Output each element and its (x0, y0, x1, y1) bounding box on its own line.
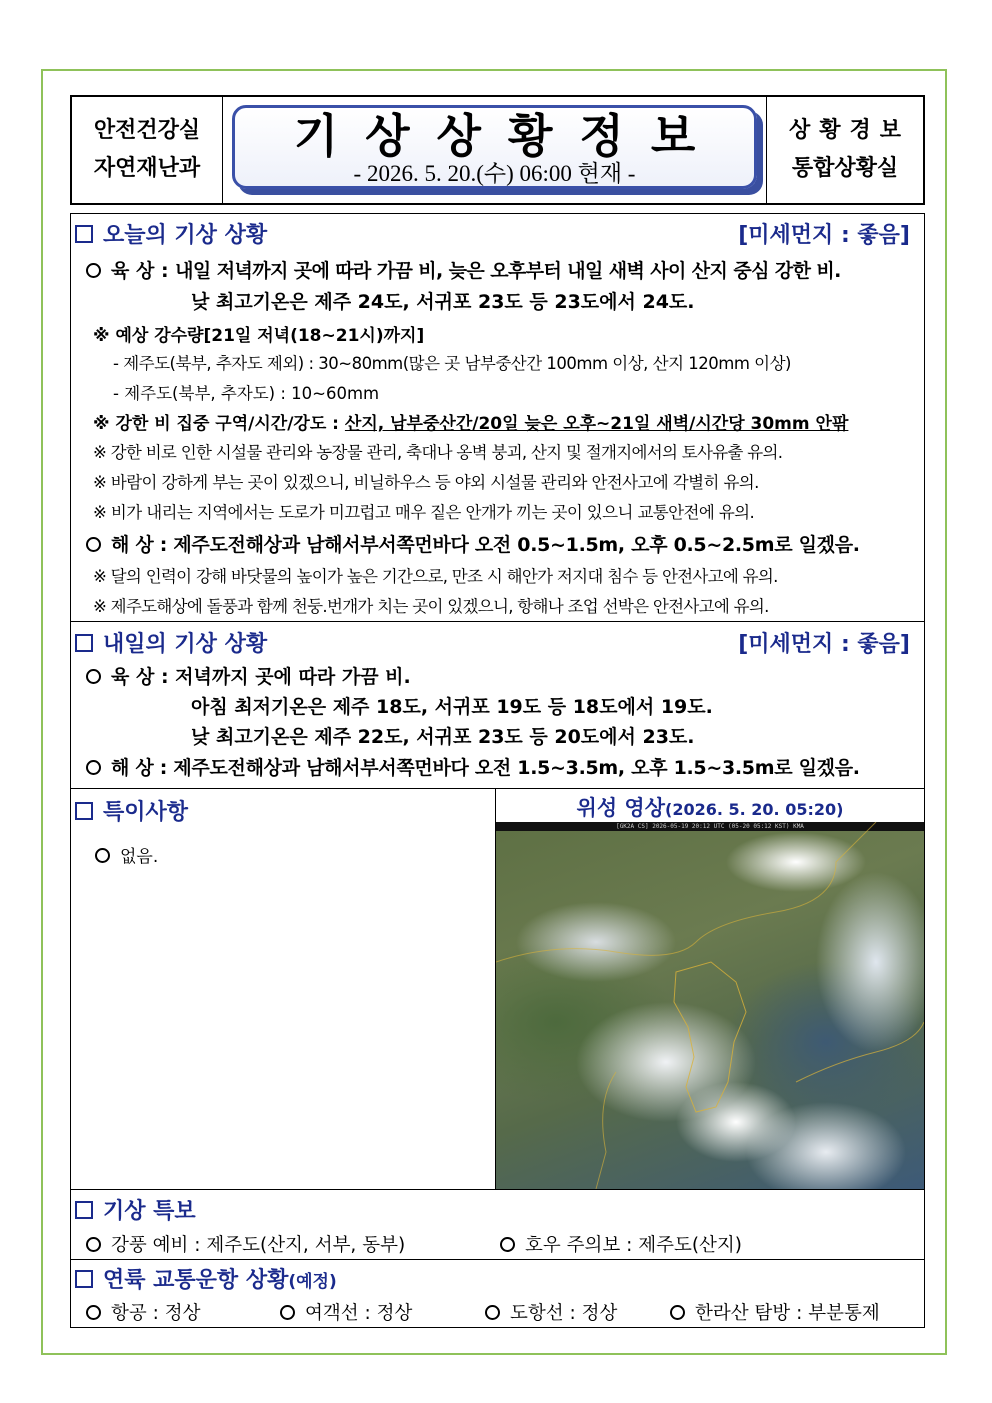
tomorrow-title-text: 내일의 기상 상황 (103, 632, 268, 657)
department-block (72, 97, 223, 203)
tomorrow-dust-status: [미세먼지 : 좋음] (738, 632, 910, 657)
special-item (95, 842, 158, 867)
transport-hallasan (670, 1299, 880, 1325)
transport-ferry-text: 여객선 : 정상 (305, 1303, 413, 1324)
tomorrow-land-line1 (86, 662, 411, 689)
transport-air-text: 항공 : 정상 (111, 1303, 201, 1324)
today-note-3: ※ 비가 내리는 지역에서는 도로가 미끄럽고 매우 짙은 안개가 끼는 곳이 있으니 교통안전에 유의. (93, 503, 755, 522)
rain-forecast-2: - 제주도(북부, 추자도) : 10~60mm (113, 384, 380, 403)
sea-note-2: ※ 제주도해상에 돌풍과 함께 천둥.번개가 치는 곳이 있겠으니, 항해나 조업 선박은 안전사고에 유의. (93, 597, 769, 616)
transport-island-ferry (485, 1299, 617, 1325)
today-title-text: 오늘의 기상 상황 (103, 223, 268, 248)
today-section-title (75, 218, 267, 249)
today-note-1: ※ 강한 비로 인한 시설물 관리와 농장물 관리, 축대나 옹벽 붕괴, 산지 및 절개지에서의 토사유출 유의. (93, 443, 783, 462)
rain-forecast-title: ※ 예상 강수량[21일 저녁(18~21시)까지] (93, 326, 425, 346)
heavy-rain-detail: 산지, 남부중산간/20일 늦은 오후~21일 새벽/시간당 30mm 안팎 (344, 414, 849, 434)
circle-bullet-icon (86, 760, 101, 775)
office-line1: 상황경보 (788, 118, 910, 143)
transport-title-main: 연륙 교통운항 상황 (103, 1268, 289, 1293)
checkbox-square-icon (75, 1270, 93, 1288)
tomorrow-land-text1: 저녁까지 곳에 따라 가끔 비. (175, 666, 411, 688)
satellite-image (496, 822, 924, 1189)
heavy-rain-info (93, 409, 848, 434)
today-land-line1 (86, 256, 841, 283)
special-title-text: 특이사항 (103, 800, 189, 825)
today-land-text1: 내일 저녁까지 곳에 따라 가끔 비, 늦은 오후부터 내일 새벽 사이 산지 중심 강한 비. (175, 260, 841, 282)
tomorrow-sea-line (86, 753, 860, 780)
today-sea-line (86, 530, 860, 557)
land-label: 육 상 : (111, 666, 169, 688)
tomorrow-land-line3: 낮 최고기온은 제주 22도, 서귀포 23도 등 20도에서 23도. (191, 726, 695, 748)
transport-title-text (103, 1263, 337, 1294)
land-label: 육 상 : (111, 260, 169, 282)
circle-bullet-icon (86, 1305, 101, 1320)
circle-bullet-icon (500, 1237, 515, 1252)
satellite-image-caption: [GK2A CS] 2026-05-19 20:12 UTC (05-20 05:12 KST) KMA (496, 822, 924, 831)
circle-bullet-icon (670, 1305, 685, 1320)
circle-bullet-icon (86, 537, 101, 552)
section-divider (70, 788, 925, 789)
today-note-2: ※ 바람이 강하게 부는 곳이 있겠으니, 비닐하우스 등 야외 시설물 관리와 안전사고에 각별히 유의. (93, 473, 759, 492)
transport-air (86, 1299, 200, 1325)
transport-title-suffix: (예정) (288, 1272, 337, 1292)
circle-bullet-icon (86, 1237, 101, 1252)
report-date: - 2026. 5. 20.(수) 06:00 현재 - (353, 161, 636, 186)
warnings-section-title (75, 1194, 196, 1225)
circle-bullet-icon (95, 848, 110, 863)
sea-label: 해 상 : (111, 534, 168, 556)
department-line2: 자연재난과 (93, 156, 201, 181)
warning-item-1 (86, 1231, 405, 1257)
special-item-text: 없음. (120, 847, 159, 867)
warning-item-2 (500, 1231, 742, 1257)
tomorrow-land-line2: 아침 최저기온은 제주 18도, 서귀포 19도 등 18도에서 19도. (191, 696, 713, 718)
section-divider (70, 621, 925, 622)
checkbox-square-icon (75, 802, 93, 820)
heavy-rain-prefix: ※ 강한 비 집중 구역/시간/강도 : (93, 414, 345, 434)
transport-ferry (280, 1299, 412, 1325)
satellite-title-text: 위성 영상 (576, 796, 666, 820)
satellite-title (496, 792, 924, 822)
department-line1: 안전건강실 (93, 118, 201, 143)
section-divider (70, 1259, 925, 1260)
circle-bullet-icon (280, 1305, 295, 1320)
sea-note-1: ※ 달의 인력이 강해 바닷물의 높이가 높은 기간으로, 만조 시 해안가 저지대 침수 등 안전사고에 유의. (93, 567, 778, 586)
today-dust-status: [미세먼지 : 좋음] (738, 223, 910, 248)
checkbox-square-icon (75, 1201, 93, 1219)
warning-item-1-text: 강풍 예비 : 제주도(산지, 서부, 동부) (111, 1235, 406, 1256)
tomorrow-sea-text: 제주도전해상과 남해서부서쪽먼바다 오전 1.5~3.5m, 오후 1.5~3.5m로 일겠음. (173, 757, 860, 779)
today-land-line2: 낮 최고기온은 제주 24도, 서귀포 23도 등 23도에서 24도. (191, 291, 695, 313)
warning-item-2-text: 호우 주의보 : 제주도(산지) (525, 1235, 743, 1256)
circle-bullet-icon (86, 669, 101, 684)
section-divider (70, 1189, 925, 1190)
transport-island-ferry-text: 도항선 : 정상 (510, 1303, 618, 1324)
title-box (232, 105, 757, 189)
office-line2: 통합상황실 (791, 156, 899, 181)
today-sea-text: 제주도전해상과 남해서부서쪽먼바다 오전 0.5~1.5m, 오후 0.5~2.5m로 일겠음. (173, 534, 860, 556)
sea-label: 해 상 : (111, 757, 168, 779)
report-header (70, 95, 925, 205)
checkbox-square-icon (75, 634, 93, 652)
special-section-title (75, 795, 188, 826)
transport-section-title (75, 1263, 337, 1294)
circle-bullet-icon (86, 263, 101, 278)
warnings-title-text: 기상 특보 (103, 1199, 196, 1224)
checkbox-square-icon (75, 225, 93, 243)
report-title: 기상상황정보 (293, 109, 723, 163)
satellite-map-overlay (496, 822, 924, 1189)
circle-bullet-icon (485, 1305, 500, 1320)
tomorrow-section-title (75, 627, 267, 658)
office-block (766, 97, 923, 203)
rain-forecast-1: - 제주도(북부, 추자도 제외) : 30~80mm(많은 곳 남부중산간 100mm 이상, 산지 120mm 이상) (113, 354, 791, 373)
satellite-time: (2026. 5. 20. 05:20) (665, 800, 844, 819)
transport-hallasan-text: 한라산 탐방 : 부분통제 (695, 1303, 880, 1324)
